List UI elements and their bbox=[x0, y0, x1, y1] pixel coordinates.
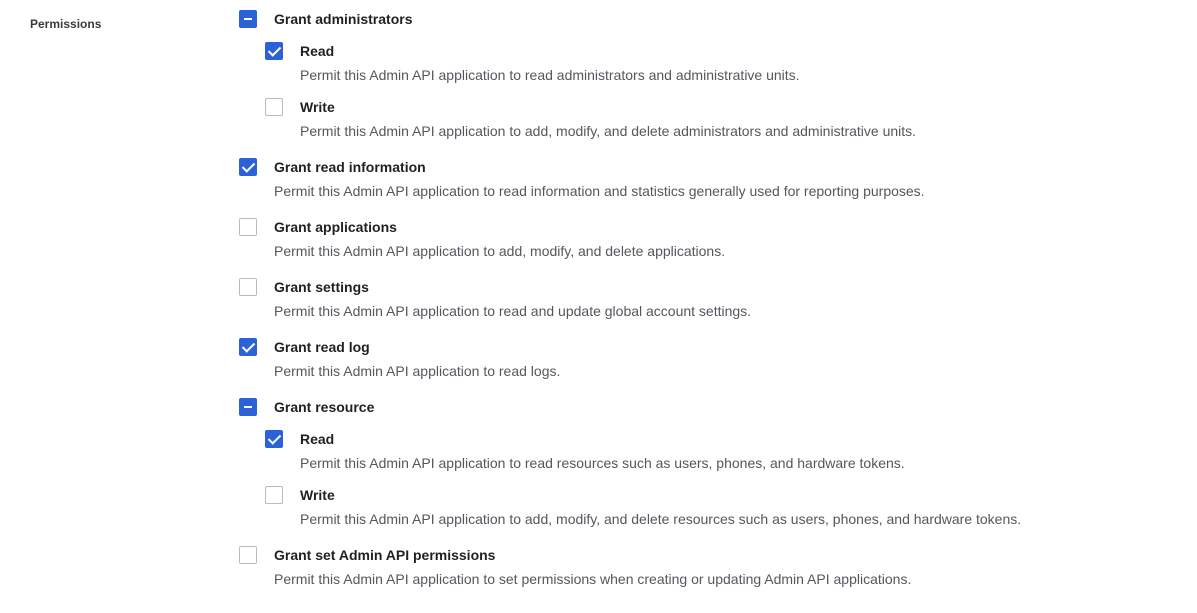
perm-administrators-read-title[interactable]: Read bbox=[300, 43, 335, 59]
perm-settings-title[interactable]: Grant settings bbox=[274, 279, 369, 295]
perm-administrators-write-desc: Permit this Admin API application to add, modify, and delete administrators and administrative units. bbox=[300, 123, 917, 139]
perm-settings-desc: Permit this Admin API application to read and update global account settings. bbox=[274, 303, 752, 319]
perm-read-log-desc: Permit this Admin API application to read logs. bbox=[274, 363, 561, 379]
perm-resource-write-desc: Permit this Admin API application to add, modify, and delete resources such as users, phones, and hardware tokens. bbox=[300, 511, 1022, 527]
perm-resource-read-desc: Permit this Admin API application to read resources such as users, phones, and hardware tokens. bbox=[300, 455, 905, 471]
perm-applications-title[interactable]: Grant applications bbox=[274, 219, 397, 235]
perm-applications-desc: Permit this Admin API application to add, modify, and delete applications. bbox=[274, 243, 726, 259]
checkbox-read-log[interactable] bbox=[239, 338, 257, 356]
checkbox-resource[interactable] bbox=[239, 398, 257, 416]
checkbox-applications[interactable] bbox=[239, 218, 257, 236]
checkbox-administrators-write[interactable] bbox=[265, 98, 283, 116]
checkbox-administrators[interactable] bbox=[239, 10, 257, 28]
perm-administrators-read-desc: Permit this Admin API application to read administrators and administrative units. bbox=[300, 67, 800, 83]
perm-read-information-title[interactable]: Grant read information bbox=[274, 159, 426, 175]
section-label-permissions: Permissions bbox=[30, 17, 102, 31]
perm-administrators-title[interactable]: Grant administrators bbox=[274, 11, 413, 27]
perm-set-admin-api-permissions-desc: Permit this Admin API application to set permissions when creating or updating Admin API applications. bbox=[274, 571, 912, 587]
perm-set-admin-api-permissions-title[interactable]: Grant set Admin API permissions bbox=[274, 547, 496, 563]
perm-resource-title[interactable]: Grant resource bbox=[274, 399, 375, 415]
perm-read-information-desc: Permit this Admin API application to read information and statistics generally used for reporting purposes. bbox=[274, 183, 925, 199]
checkbox-settings[interactable] bbox=[239, 278, 257, 296]
perm-resource-write-title[interactable]: Write bbox=[300, 487, 335, 503]
perm-resource-read-title[interactable]: Read bbox=[300, 431, 335, 447]
checkbox-resource-read[interactable] bbox=[265, 430, 283, 448]
checkbox-set-admin-api-permissions[interactable] bbox=[239, 546, 257, 564]
checkbox-read-information[interactable] bbox=[239, 158, 257, 176]
checkbox-administrators-read[interactable] bbox=[265, 42, 283, 60]
perm-read-log-title[interactable]: Grant read log bbox=[274, 339, 370, 355]
perm-administrators-write-title[interactable]: Write bbox=[300, 99, 335, 115]
checkbox-resource-write[interactable] bbox=[265, 486, 283, 504]
